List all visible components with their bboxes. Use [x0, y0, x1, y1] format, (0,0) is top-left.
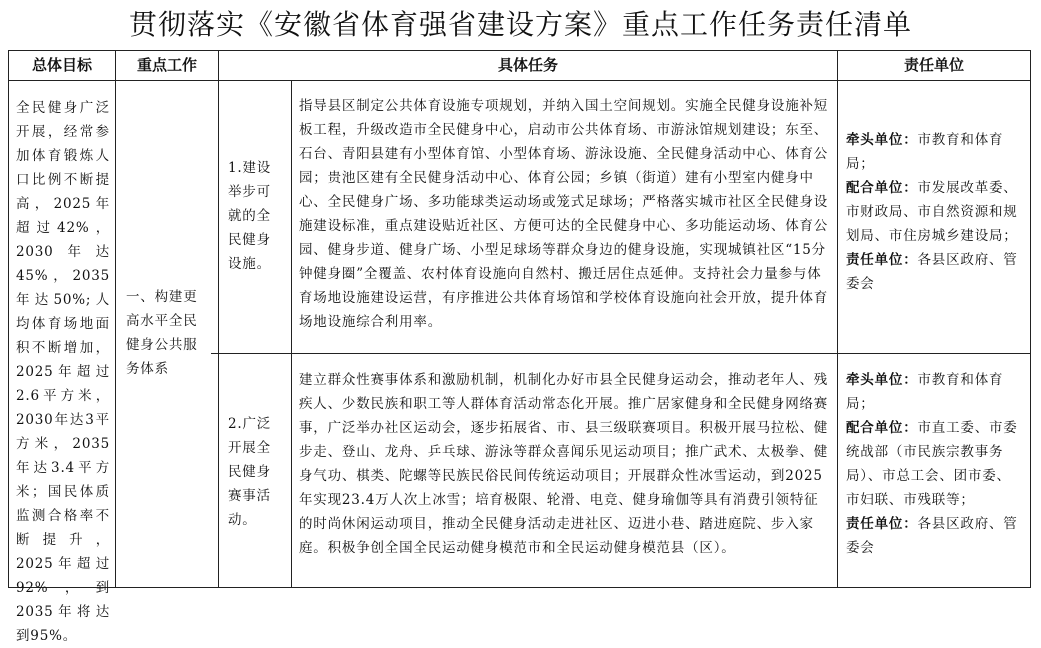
table-border-bottom [8, 587, 1031, 588]
row-1-units [846, 128, 1022, 296]
page-title: 贯彻落实《安徽省体育强省建设方案》重点工作任务责任清单 [128, 8, 912, 41]
cooperating-unit-label: 配合单位： [846, 180, 918, 196]
responsible-unit-label: 责任单位： [846, 252, 918, 268]
header-divider [8, 80, 1031, 81]
cooperating-unit: 市直工委、市委统战部（市民族宗教事务局）、市总工会、团市委、市妇联、市残联等； [846, 420, 1018, 508]
lead-unit: 市教育和体育局； [846, 132, 1004, 172]
col-divider-1 [115, 50, 116, 588]
table-border-right [1030, 50, 1031, 588]
row-1-task: 指导县区制定公共体育设施专项规划，并纳入国土空间规划。实施全民健身设施补短板工程，升级改造市全民健身中心，启动市公共体育场、市游泳馆规划建设；东至、石台、青阳县建有小型体育馆、小型体育场、游泳设施、全民健身活动中心、体育公园；贵池区建有全民健身活动中心、体育公园；乡镇（街道）建有小型室内健身中心、全民健身广场、多功能球类运动场或笼式足球场；严格落实城市社区全民健身设施建设标准，重点建设贴近社区、方便可达的全民健身中心、多功能运动场、体育公园、健身步道、健身广场、小型足球场等群众身边的健身设施，实现城镇社区“15分钟健身圈”全覆盖、农村体育设施向自然村、搬迁居住点延伸。支持社会力量参与体育场地设施建设运营，有序推进公共体育场馆和学校体育设施向社会开放，提升体育场地设施综合利用率。 [299, 98, 829, 330]
item-divider [291, 80, 292, 588]
lead-unit-label: 牵头单位： [846, 132, 918, 148]
lead-unit: 市教育和体育局； [846, 372, 1004, 412]
responsible-unit: 各县区政府、管委会 [846, 252, 1018, 292]
lead-unit-label: 牵头单位： [846, 372, 918, 388]
col-divider-2 [218, 50, 219, 588]
col-divider-3 [837, 50, 838, 588]
row-2-units [846, 368, 1022, 560]
cooperating-unit-label: 配合单位： [846, 420, 918, 436]
responsible-unit: 各县区政府、管委会 [846, 516, 1018, 556]
header-task: 具体任务 [497, 56, 558, 74]
key-work: 一、构建更高水平全民健身公共服务体系 [126, 289, 198, 377]
overall-goal: 全民健身广泛开展，经常参加体育锻炼人口比例不断提高，2025年超过42%，2030年达45%，2035年达50%;人均体育场地面积不断增加，2025年超过2.6平方米，2030年达3平方米，2035年达3.4平方米；国民体质监测合格率不断提升，2025年超过92%，到2035年将达到95%。 [16, 100, 110, 644]
header-key-work: 重点工作 [136, 56, 197, 74]
header-goal: 总体目标 [31, 56, 92, 74]
row-1-item: 1.建设举步可就的全民健身设施。 [228, 160, 272, 272]
table-border-left [8, 50, 9, 588]
header-unit: 责任单位 [903, 56, 964, 74]
cooperating-unit: 市发展改革委、市财政局、市自然资源和规划局、市住房城乡建设局； [846, 180, 1018, 244]
responsibility-table [8, 50, 1031, 644]
row-2-item: 2.广泛开展全民健身赛事活动。 [228, 416, 272, 528]
row-divider [211, 353, 1031, 354]
row-2-task: 建立群众性赛事体系和激励机制，机制化办好市县全民健身运动会，推动老年人、残疾人、少数民族和职工等人群体育活动常态化开展。推广居家健身和全民健身网络赛事，广泛举办社区运动会，逐步拓展省、市、县三级联赛项目。积极开展马拉松、健步走、登山、龙舟、乒乓球、游泳等群众喜闻乐见运动项目；推广武术、太极拳、健身气功、棋类、陀螺等民族民俗民间传统运动项目；开展群众性冰雪运动，到2025年实现23.4万人次上冰雪；培育极限、轮滑、电竞、健身瑜伽等具有消费引领特征的时尚休闲运动项目，推动全民健身活动走进社区、迈进小巷、踏进庭院、步入家庭。积极争创全国全民运动健身模范市和全民运动健身模范县（区）。 [299, 372, 829, 556]
responsible-unit-label: 责任单位： [846, 516, 918, 532]
